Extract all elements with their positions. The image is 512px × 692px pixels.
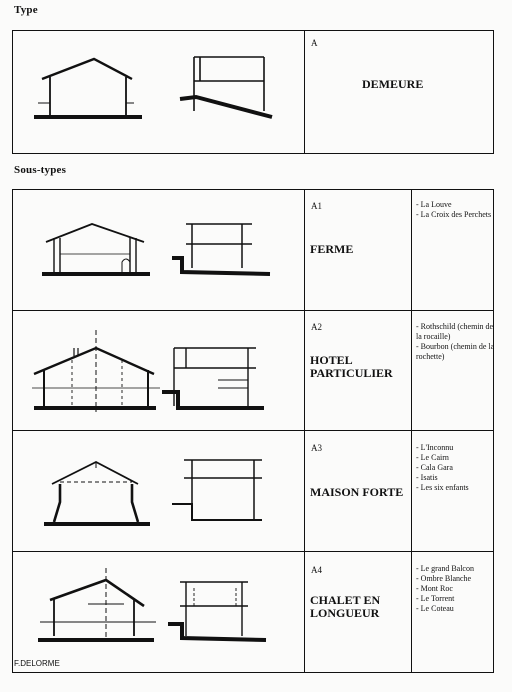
- type-elevation-sketch: [180, 55, 280, 125]
- type-name: DEMEURE: [362, 77, 424, 91]
- a1-elevation-sketch: [170, 218, 280, 282]
- a4-section-sketch: [36, 566, 160, 646]
- a3-section-sketch: [40, 458, 160, 530]
- type-heading: Type: [14, 4, 38, 16]
- row-name: CHALET EN LONGUEUR: [310, 593, 381, 620]
- row-separator-3: [13, 551, 493, 552]
- row-references: - Le grand Balcon - Ombre Blanche - Mont Roc - Le Torrent - Le Coteau: [416, 564, 474, 613]
- row-references: - Rothschild (chemin de la rocaille) - Bourbon (chemin de la rochette): [416, 322, 495, 361]
- row-name: HOTEL PARTICULIER: [310, 353, 393, 380]
- row-references: - La Louve - La Croix des Perchets: [416, 200, 492, 219]
- row-code: A1: [311, 201, 322, 211]
- row-references: - L'Inconnu - Le Cairn - Cala Gara - Isatis - Les six enfants: [416, 443, 469, 492]
- type-section-sketch: [32, 55, 152, 125]
- row-separator-2: [13, 430, 493, 431]
- row-name: MAISON FORTE: [310, 485, 404, 499]
- row-code: A3: [311, 443, 322, 453]
- row-separator-1: [13, 310, 493, 311]
- row-code: A4: [311, 565, 322, 575]
- a2-section-sketch: [30, 326, 160, 416]
- subtypes-heading: Sous-types: [14, 164, 67, 176]
- row-code: A2: [311, 322, 322, 332]
- type-box-divider: [304, 31, 305, 153]
- row-name: FERME: [310, 242, 354, 256]
- a3-elevation-sketch: [168, 456, 278, 528]
- type-code: A: [311, 38, 318, 48]
- signature: F.DELORME: [14, 659, 60, 668]
- a2-elevation-sketch: [160, 340, 270, 416]
- a4-elevation-sketch: [166, 576, 276, 646]
- a1-section-sketch: [38, 218, 158, 282]
